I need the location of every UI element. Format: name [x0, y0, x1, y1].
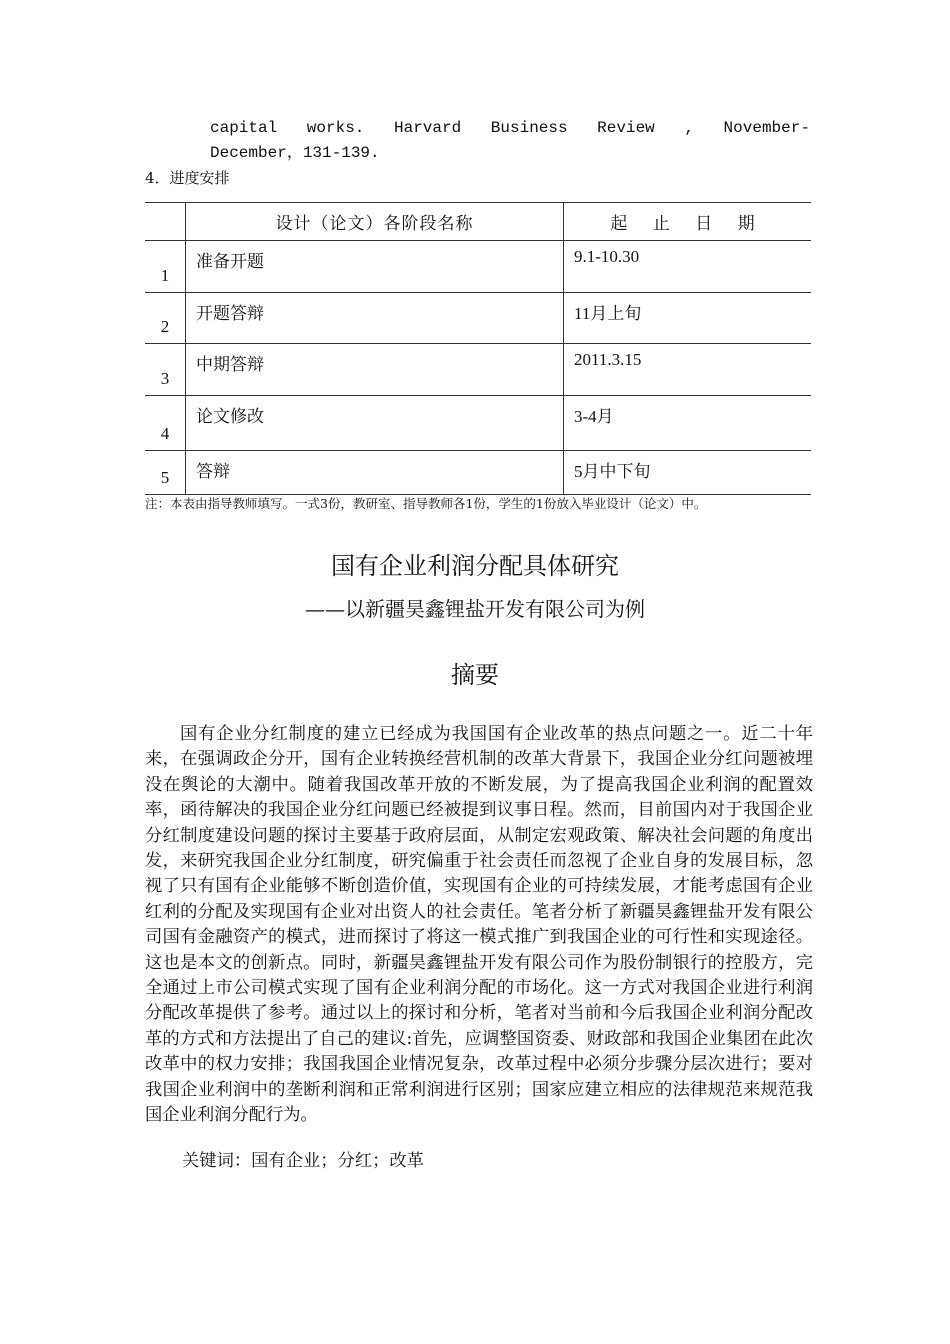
reference-entry: [210, 116, 810, 166]
row-date: 9.1-10.30: [564, 241, 812, 293]
table-header-row: [145, 203, 811, 241]
paper-title: 国有企业利润分配具体研究: [331, 552, 619, 580]
reference-word: capital: [210, 119, 278, 137]
row-date: 2011.3.15: [564, 344, 812, 396]
table-row: [145, 293, 811, 344]
row-number: 5: [145, 451, 186, 495]
table-note: 注：本表由指导教师填写。一式3份，教研室、指导教师各1份，学生的1份放入毕业设计（论文）中。: [145, 496, 707, 511]
reference-word: Review: [597, 119, 655, 137]
reference-line-1: [210, 116, 810, 141]
reference-word: ,: [684, 119, 694, 137]
row-date: 3-4月: [564, 396, 812, 451]
row-stage: 答辩: [186, 451, 564, 495]
row-stage: 论文修改: [186, 396, 564, 451]
row-stage: 开题答辩: [186, 293, 564, 344]
reference-word: works.: [306, 119, 365, 137]
header-stage: 设计（论文）各阶段名称: [186, 203, 564, 241]
keywords: 关键词：国有企业；分红；改革: [182, 1151, 424, 1171]
abstract-body: 国有企业分红制度的建立已经成为我国国有企业改革的热点问题之一。近二十年来，在强调政企分开，国有企业转换经营机制的改革大背景下，我国企业分红问题被埋没在舆论的大潮中。随着我国改革开放的不断发展，为了提高我国企业利润的配置效率，函待解决的我国企业分红问题已经被提到议事日程。然而，目前国内对于我国企业分红制度建设问题的探讨主要基于政府层面，从制定宏观政策、解决社会问题的角度出发，来研究我国企业分红制度，研究偏重于社会责任而忽视了企业自身的发展目标，忽视了只有国有企业能够不断创造价值，实现国有企业的可持续发展，才能考虑国有企业红利的分配及实现国有企业对出资人的社会责任。笔者分析了新疆昊鑫锂盐开发有限公司国有金融资产的模式，进而探讨了将这一模式推广到我国企业的可行性和实现途径。这也是本文的创新点。同时，新疆昊鑫锂盐开发有限公司作为股份制银行的控股方，完全通过上市公司模式实现了国有企业利润分配的市场化。这一方式对我国企业进行利润分配改革提供了参考。通过以上的探讨和分析，笔者对当前和今后我国企业利润分配改革的方式和方法提出了自己的建议:首先，应调整国资委、财政部和我国企业集团在此次改革中的权力安排；我国我国企业情况复杂，改革过程中必须分步骤分层次进行；要对我国企业利润中的垄断利润和正常利润进行区别；国家应建立相应的法律规范来规范我国企业利润分配行为。: [145, 724, 813, 1126]
reference-word: Business: [490, 119, 568, 137]
table-row: [145, 241, 811, 293]
reference-word: November-: [723, 119, 810, 137]
row-number: 4: [145, 396, 186, 451]
row-date: 5月中下旬: [564, 451, 812, 495]
table-row: [145, 344, 811, 396]
header-date: 起 止 日 期: [564, 203, 812, 241]
schedule-table: [145, 202, 811, 495]
row-number: 1: [145, 241, 186, 293]
row-date: 11月上旬: [564, 293, 812, 344]
abstract-heading: 摘要: [451, 661, 499, 689]
table-row: [145, 396, 811, 451]
row-number: 2: [145, 293, 186, 344]
row-stage: 中期答辩: [186, 344, 564, 396]
section-heading: 4．进度安排: [145, 169, 230, 187]
table-row: [145, 451, 811, 495]
reference-word: Harvard: [393, 119, 462, 137]
row-stage: 准备开题: [186, 241, 564, 293]
row-number: 3: [145, 344, 186, 396]
reference-line-2: December，131-139.: [210, 144, 380, 162]
paper-subtitle: ——以新疆昊鑫锂盐开发有限公司为例: [305, 597, 645, 621]
header-number-cell: [145, 203, 186, 241]
